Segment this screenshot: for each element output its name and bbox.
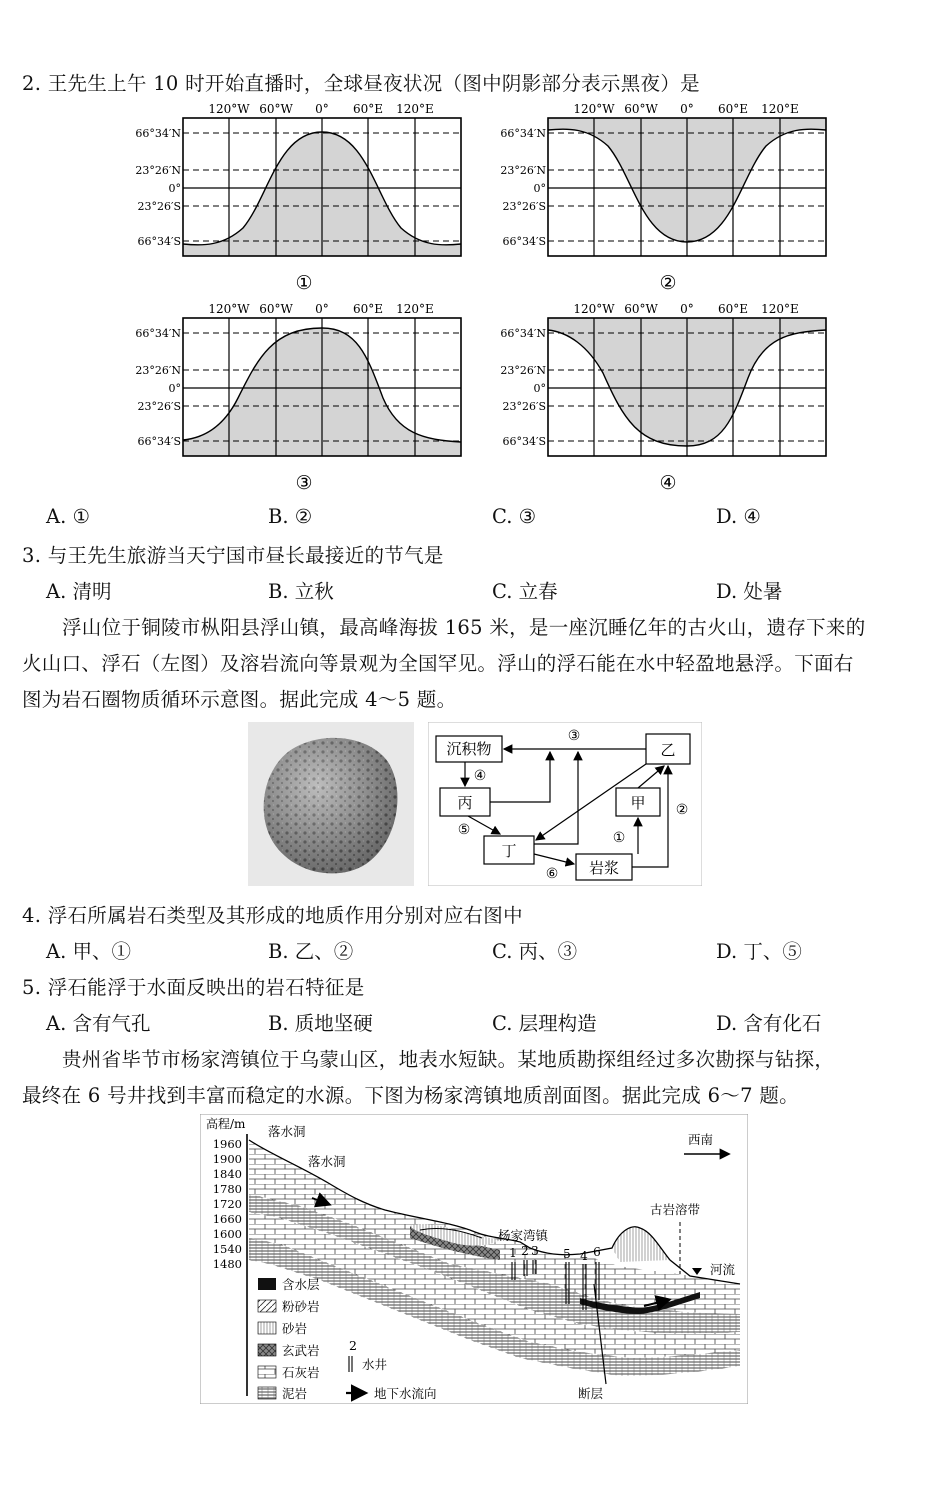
- lon-label: 60°W: [624, 302, 658, 316]
- elev-label: 1720: [212, 1197, 242, 1211]
- q2-option-c[interactable]: C. ③: [492, 505, 537, 528]
- lon-label: 0°: [680, 102, 694, 116]
- lon-label: 60°W: [624, 102, 658, 116]
- elev-label: 1840: [212, 1167, 242, 1181]
- legend-limestone: 石灰岩: [282, 1365, 320, 1380]
- rock-cycle-diagram: [428, 722, 702, 886]
- q3-stem: 3. 与王先生旅游当天宁国市昼长最接近的节气是: [22, 544, 444, 567]
- lon-label: 120°E: [761, 102, 799, 116]
- lat-label: 23°26′N: [500, 364, 546, 377]
- lat-label: 23°26′S: [137, 200, 181, 213]
- label-sediment: 沉积物: [446, 740, 492, 758]
- lat-label: 0°: [168, 382, 181, 395]
- well-number: 4: [580, 1249, 588, 1263]
- label-karst: 古岩溶带: [650, 1202, 701, 1217]
- arrow-label-5: ⑤: [457, 822, 471, 838]
- legend-well: 水井: [362, 1357, 388, 1372]
- q4-option-c[interactable]: C. 丙、③: [492, 940, 578, 963]
- lat-label: 66°34′N: [135, 327, 181, 340]
- well-number: 6: [593, 1245, 601, 1259]
- label-sinkhole-1: 落水洞: [268, 1124, 306, 1139]
- well-number: 1: [509, 1246, 517, 1260]
- lon-label: 0°: [315, 102, 329, 116]
- lon-label: 120°W: [573, 102, 615, 116]
- q4-option-d[interactable]: D. 丁、⑤: [716, 940, 802, 963]
- map-caption-1: ①: [295, 272, 313, 294]
- lat-label: 66°34′S: [502, 435, 546, 448]
- q4-option-b[interactable]: B. 乙、②: [268, 940, 354, 963]
- arrow-label-2: ②: [675, 802, 689, 818]
- lon-label: 60°E: [717, 302, 749, 316]
- q3-option-d[interactable]: D. 处暑: [716, 580, 783, 603]
- label-direction: 西南: [688, 1132, 714, 1147]
- lon-label: 60°E: [352, 302, 384, 316]
- label-fault: 断层: [578, 1386, 604, 1401]
- label-bing: 丙: [457, 794, 473, 812]
- map-caption-4: ④: [659, 472, 677, 494]
- q2-option-d[interactable]: D. ④: [716, 505, 761, 528]
- lat-label: 23°26′N: [500, 164, 546, 177]
- q5-option-b[interactable]: B. 质地坚硬: [268, 1012, 373, 1035]
- q5-option-a[interactable]: A. 含有气孔: [46, 1012, 151, 1035]
- legend-basalt: 玄武岩: [282, 1343, 320, 1358]
- lon-label: 120°E: [761, 302, 799, 316]
- intro1-line-3: 图为岩石圈物质循环示意图。据此完成 4～5 题。: [22, 688, 457, 711]
- lat-label: 23°26′S: [502, 200, 546, 213]
- legend-siltstone: 粉砂岩: [282, 1299, 320, 1314]
- elev-label: 1960: [212, 1137, 242, 1151]
- q3-option-a[interactable]: A. 清明: [46, 580, 112, 603]
- lon-label: 60°E: [717, 102, 749, 116]
- well-number: 2: [521, 1244, 529, 1258]
- lat-label: 0°: [533, 182, 546, 195]
- label-ding: 丁: [501, 842, 517, 860]
- q4-stem: 4. 浮石所属岩石类型及其形成的地质作用分别对应右图中: [22, 904, 523, 927]
- lat-label: 66°34′S: [137, 435, 181, 448]
- label-yi: 乙: [660, 741, 676, 759]
- lat-label: 66°34′N: [500, 127, 546, 140]
- legend-mudstone: 泥岩: [282, 1386, 308, 1401]
- well-number: 5: [563, 1247, 571, 1261]
- elev-label: 1480: [212, 1257, 242, 1271]
- intro2-line-2: 最终在 6 号井找到丰富而稳定的水源。下图为杨家湾镇地质剖面图。据此完成 6～7 题。: [22, 1084, 799, 1107]
- daynight-maps: [0, 96, 950, 536]
- q3-option-b[interactable]: B. 立秋: [268, 580, 334, 603]
- q4-option-a[interactable]: A. 甲、①: [46, 940, 131, 963]
- map-caption-2: ②: [659, 272, 677, 294]
- q3-option-c[interactable]: C. 立春: [492, 580, 558, 603]
- lon-label: 0°: [315, 302, 329, 316]
- lon-label: 0°: [680, 302, 694, 316]
- q2-option-a[interactable]: A. ①: [46, 505, 90, 528]
- lat-label: 0°: [533, 382, 546, 395]
- label-river: 河流: [710, 1262, 736, 1277]
- arrow-label-1: ①: [612, 830, 626, 846]
- geological-section: [200, 1114, 748, 1404]
- legend-sandstone: 砂岩: [282, 1321, 308, 1336]
- arrow-label-6: ⑥: [545, 866, 559, 882]
- q2-option-b[interactable]: B. ②: [268, 505, 313, 528]
- lat-label: 66°34′N: [135, 127, 181, 140]
- lon-label: 60°W: [259, 302, 293, 316]
- lat-label: 23°26′S: [137, 400, 181, 413]
- arrow-label-3: ③: [567, 728, 581, 744]
- arrow-label-4: ④: [473, 768, 487, 784]
- map-caption-3: ③: [295, 472, 313, 494]
- lat-label: 23°26′N: [135, 364, 181, 377]
- lat-label: 66°34′S: [502, 235, 546, 248]
- legend-flow: 地下水流向: [374, 1386, 437, 1401]
- lat-label: 66°34′N: [500, 327, 546, 340]
- lon-label: 120°E: [396, 102, 434, 116]
- lon-label: 60°W: [259, 102, 293, 116]
- label-jia: 甲: [630, 794, 646, 812]
- label-town: 杨家湾镇: [498, 1228, 549, 1243]
- lat-label: 66°34′S: [137, 235, 181, 248]
- q5-option-d[interactable]: D. 含有化石: [716, 1012, 822, 1035]
- lat-label: 0°: [168, 182, 181, 195]
- lat-label: 23°26′S: [502, 400, 546, 413]
- intro1-line-2: 火山口、浮石（左图）及溶岩流向等景观为全国罕见。浮山的浮石能在水中轻盈地悬浮。下面右: [22, 652, 854, 675]
- elev-label: 1600: [212, 1227, 242, 1241]
- intro1-line-1: 浮山位于铜陵市枞阳县浮山镇，最高峰海拔 165 米，是一座沉睡亿年的古火山，遗存下来的: [62, 616, 866, 639]
- q5-stem: 5. 浮石能浮于水面反映出的岩石特征是: [22, 976, 365, 999]
- label-magma: 岩浆: [588, 859, 620, 877]
- q5-option-c[interactable]: C. 层理构造: [492, 1012, 597, 1035]
- legend-aquifer: 含水层: [282, 1277, 320, 1292]
- elev-label: 1660: [212, 1212, 242, 1226]
- elev-label: 1780: [212, 1182, 242, 1196]
- elev-label: 1540: [212, 1242, 242, 1256]
- elev-label: 1900: [212, 1152, 242, 1166]
- intro2-line-1: 贵州省毕节市杨家湾镇位于乌蒙山区，地表水短缺。某地质勘探组经过多次勘探与钻探，: [62, 1048, 835, 1071]
- label-sinkhole-2: 落水洞: [308, 1154, 346, 1169]
- y-axis-label: 高程/m: [206, 1117, 246, 1131]
- lon-label: 120°W: [208, 302, 250, 316]
- lat-label: 23°26′N: [135, 164, 181, 177]
- lon-label: 120°W: [208, 102, 250, 116]
- pumice-photo: [248, 722, 414, 886]
- lon-label: 60°E: [352, 102, 384, 116]
- legend-well-number: 2: [349, 1338, 357, 1353]
- lon-label: 120°W: [573, 302, 615, 316]
- lon-label: 120°E: [396, 302, 434, 316]
- well-number: 3: [531, 1244, 539, 1258]
- q2-stem: 2. 王先生上午 10 时开始直播时，全球昼夜状况（图中阴影部分表示黑夜）是: [22, 72, 700, 95]
